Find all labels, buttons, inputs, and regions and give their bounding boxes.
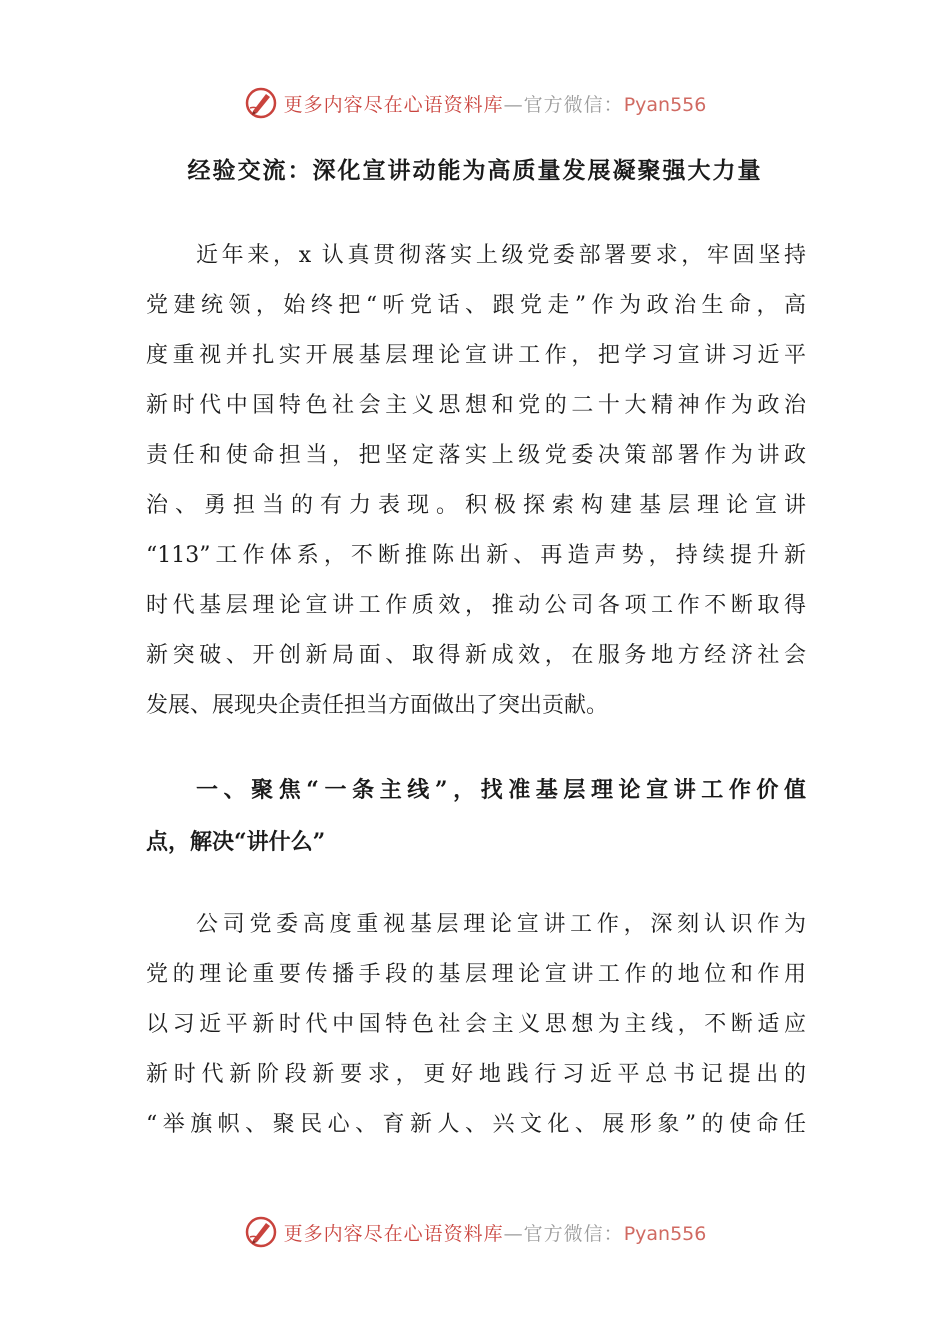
text-line: 新时代中国特色社会主义思想和党的二十大精神作为政治 [146,393,806,418]
document-title: 经验交流：深化宣讲动能为高质量发展凝聚强大力量 [187,157,763,184]
text-line: “举旗帜、聚民心、育新人、兴文化、展形象”的使命任 [146,1112,806,1137]
watermark-footer [0,1212,950,1252]
watermark-wechat-label: 官方微信： [523,1222,624,1245]
text-line: 以习近平新时代中国特色社会主义思想为主线，不断适应 [146,1012,806,1037]
text-line: 度重视并扎实开展基层理论宣讲工作，把学习宣讲习近平 [146,343,806,368]
text-line: 时代基层理论宣讲工作质效，推动公司各项工作不断取得 [146,593,806,618]
text-line: 新突破、开创新局面、取得新成效，在服务地方经济社会 [146,643,806,668]
pen-circle-logo-icon [244,86,278,120]
text-line: 责任和使命担当，把坚定落实上级党委决策部署作为讲政 [146,443,806,468]
watermark-header [0,83,950,123]
text-line: 新时代新阶段新要求，更好地践行习近平总书记提出的 [146,1062,806,1087]
watermark-separator: — [503,1222,524,1245]
paragraph-intro [146,231,806,731]
watermark-brand: 更多内容尽在心语资料库 [283,93,504,116]
text-line: “113”工作体系，不断推陈出新、再造声势，持续提升新 [146,543,806,568]
text-line: 近年来，x 认真贯彻落实上级党委部署要求，牢固坚持 [196,243,806,268]
text-line: 发展、展现央企责任担当方面做出了突出贡献。 [146,693,609,718]
heading-line: 一、聚焦“一条主线”，找准基层理论宣讲工作价值 [196,777,806,803]
watermark-brand: 更多内容尽在心语资料库 [283,1222,504,1245]
watermark-wechat-label: 官方微信： [523,93,624,116]
text-line: 党的理论重要传播手段的基层理论宣讲工作的地位和作用 [146,962,806,987]
text-line: 治、勇担当的有力表现。积极探索构建基层理论宣讲 [146,493,806,518]
section-heading-1 [146,764,806,868]
heading-line: 点，解决“讲什么” [146,829,326,855]
paragraph-section-1 [146,900,806,1150]
watermark-text [284,1219,707,1246]
text-line: 公司党委高度重视基层理论宣讲工作，深刻认识作为 [196,912,806,937]
pen-circle-logo-icon [244,1215,278,1249]
text-line: 党建统领，始终把“听党话、跟党走”作为政治生命，高 [146,293,806,318]
watermark-wechat-id: Pyan556 [623,93,707,116]
watermark-text [284,90,707,117]
watermark-wechat-id: Pyan556 [623,1222,707,1245]
watermark-separator: — [503,93,524,116]
